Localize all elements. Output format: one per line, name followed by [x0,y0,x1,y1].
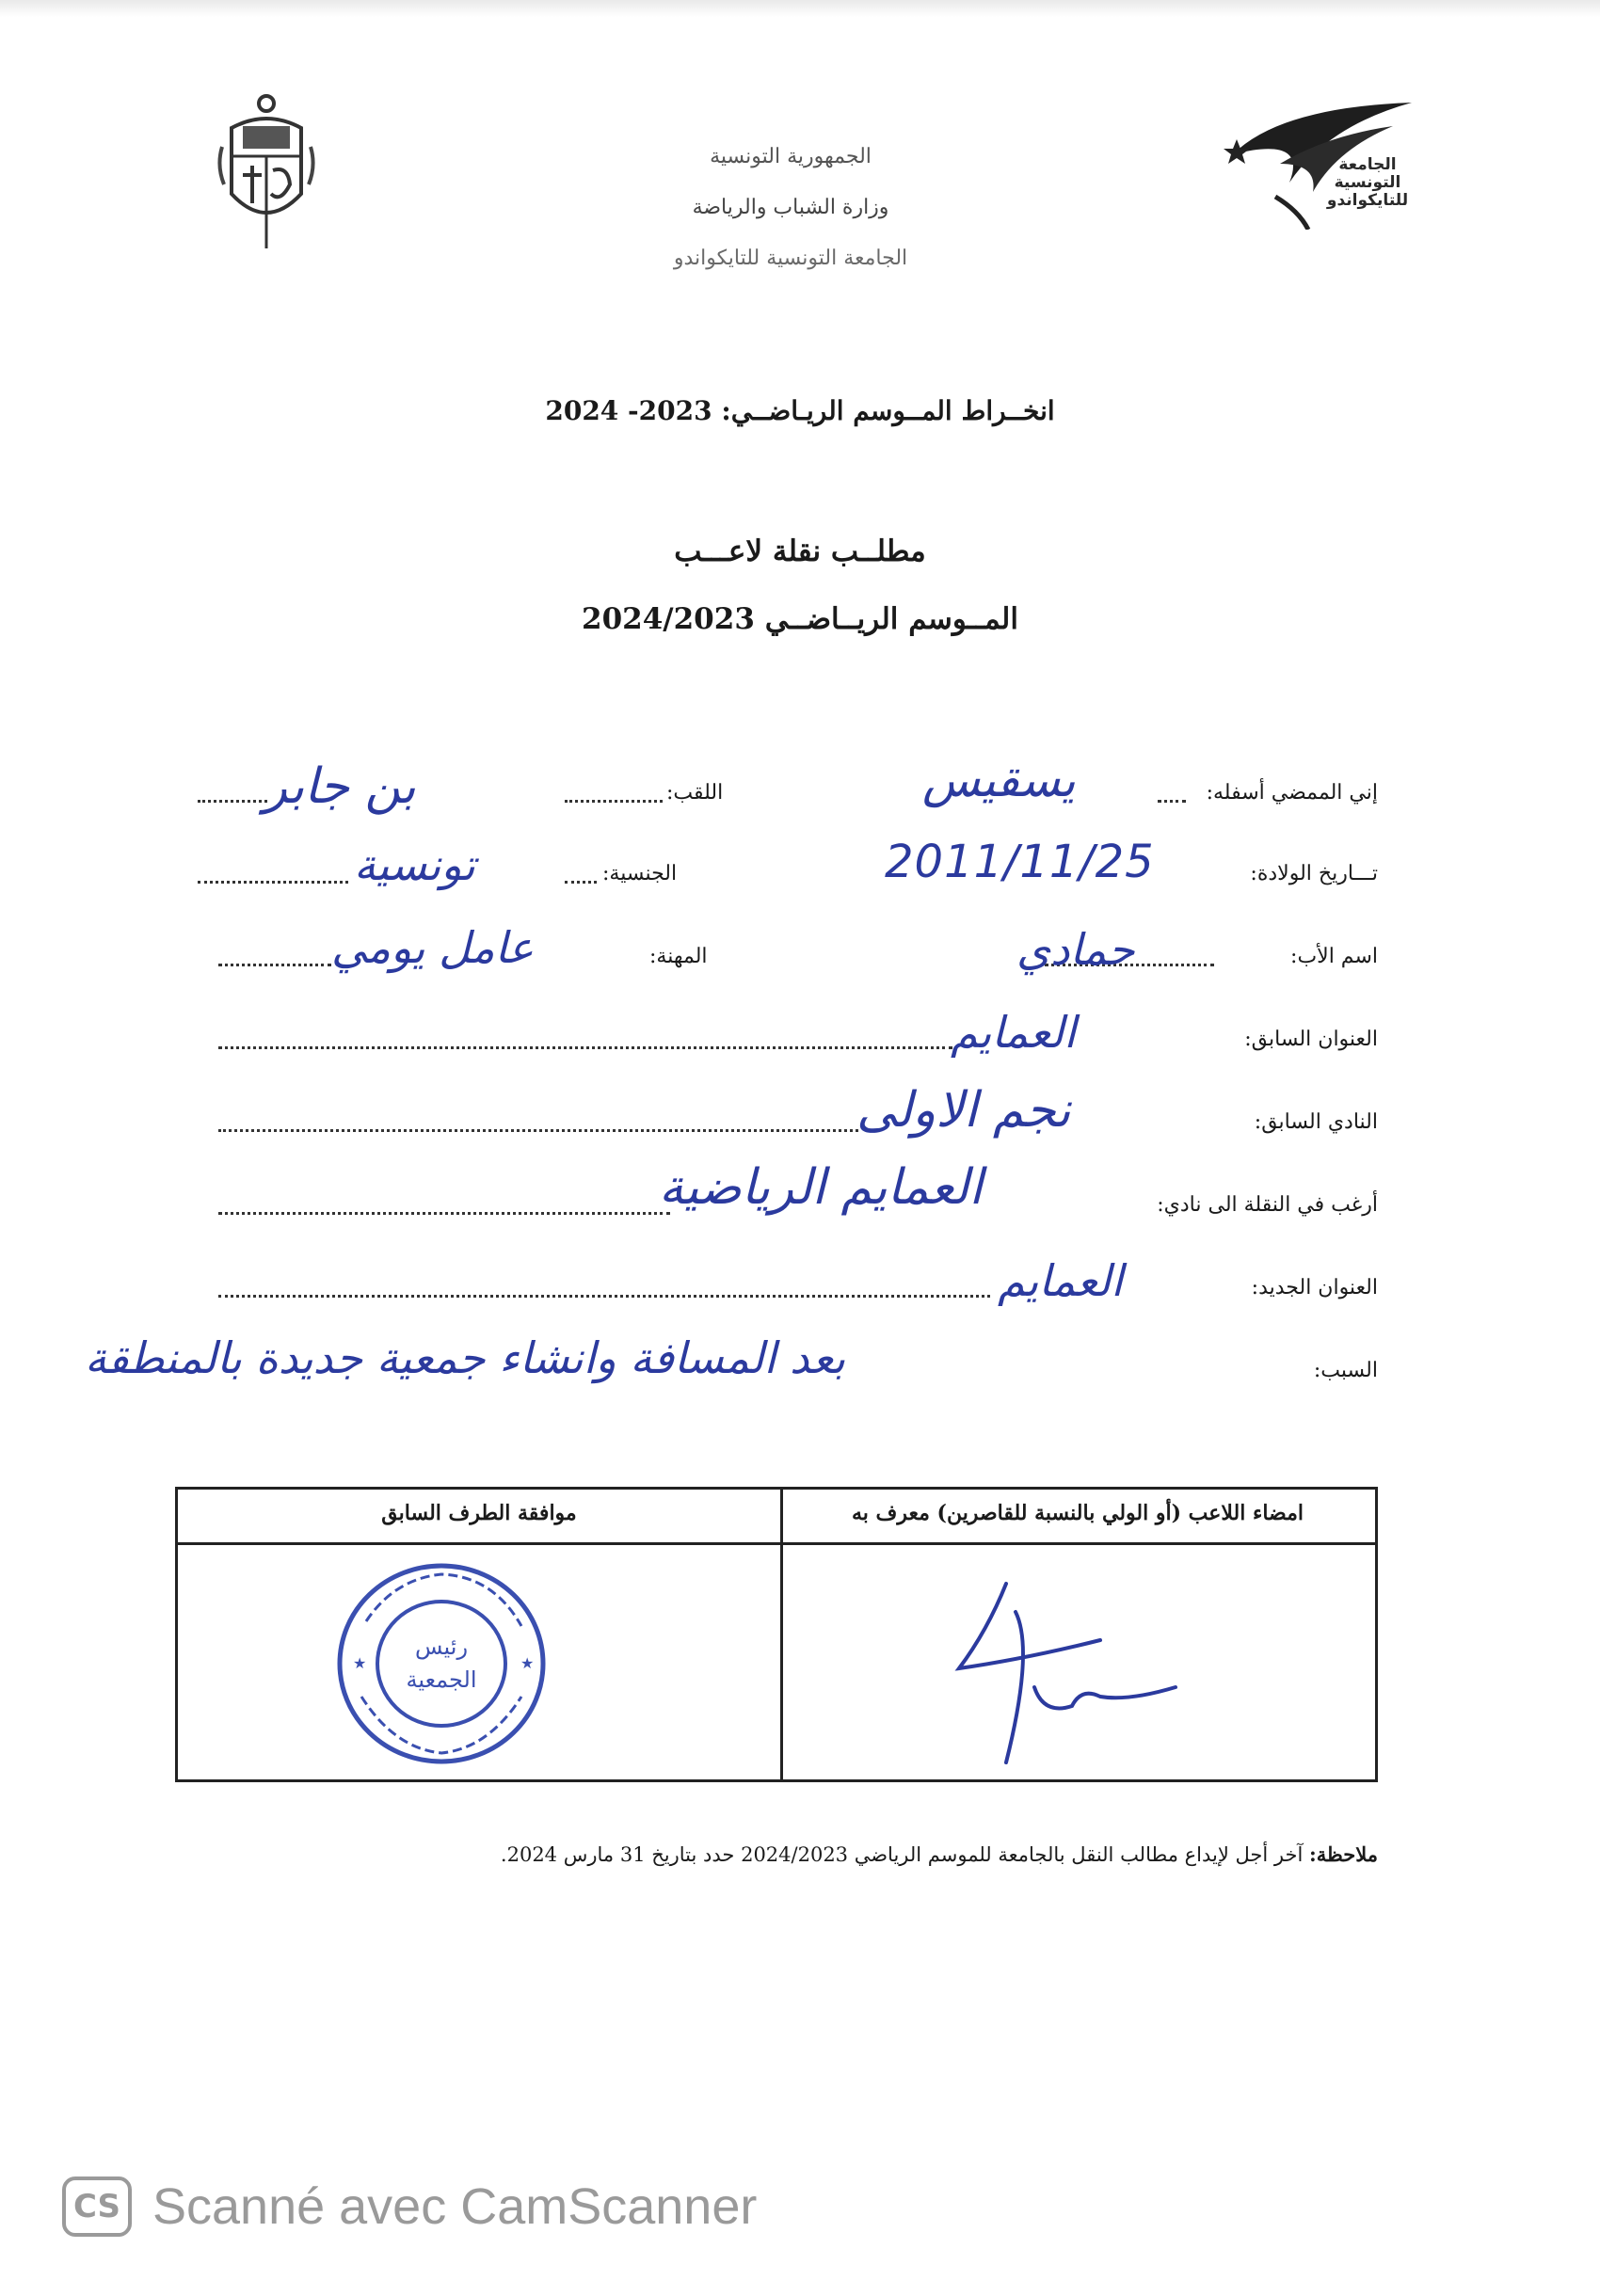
nationality-handwriting[interactable]: تونسية [354,839,475,890]
svg-text:★: ★ [353,1654,367,1672]
tunisia-coat-of-arms-icon [215,90,318,250]
previous-address-dots [218,1043,952,1049]
federation-name: الجامعة التونسية للتايكواندو [673,247,908,270]
federation-logo-text: الجامعة التونسية للتايكواندو [1326,155,1409,210]
camscanner-logo-icon: CS [62,2176,132,2237]
signer-label: إني الممضي أسفله: [1206,781,1378,805]
new-club-label: أرغب في النقلة الى نادي: [1157,1193,1378,1217]
surname-dots-end [198,796,267,803]
previous-address-label: العنوان السابق: [1244,1028,1378,1051]
previous-address-handwriting[interactable]: العمايم [951,1007,1077,1058]
father-name-handwriting[interactable]: حمادي [1016,924,1135,975]
svg-text:★: ★ [520,1654,535,1672]
camscanner-text: Scanné avec CamScanner [152,2178,758,2235]
father-name-label: اسم الأب: [1290,945,1378,968]
note-label: ملاحظة: [1309,1842,1378,1866]
note-text: آخر أجل لإيداع مطالب النقل بالجامعة للموسم الرياضي 2024/2023 حدد بتاريخ 31 مارس 2024. [500,1843,1309,1866]
new-club-handwriting[interactable]: العمايم الرياضية [659,1159,983,1216]
republic-name: الجمهورية التونسية [710,145,872,168]
affiliation-season-title: انخــراط المــوسم الريـاضــي: 2023- 2024 [545,395,1055,426]
birth-date-label: تـــاريخ الولادة: [1250,862,1378,885]
ministry-name: وزارة الشباب والرياضة [692,196,889,219]
surname-dots [565,796,663,803]
new-address-label: العنوان الجديد: [1251,1276,1378,1299]
new-club-dots [218,1208,670,1215]
deadline-note [501,1842,1378,1866]
surname-handwriting[interactable]: بن جابر [264,758,416,815]
nationality-dots [565,877,597,884]
previous-party-approval-header: موافقة الطرف السابق [381,1501,577,1525]
stamp-text-bottom: الجمعية [406,1666,477,1693]
player-signature-icon[interactable] [893,1574,1288,1781]
season-title: المــوسم الريــاضــي 2024/2023 [582,602,1018,636]
club-stamp-icon [328,1555,554,1772]
new-address-handwriting[interactable]: العمايم [998,1255,1124,1306]
request-title: مطلــب نقلة لاعـــب [674,534,926,568]
nationality-label: الجنسية: [602,862,678,885]
scan-edge-shadow [0,0,1600,17]
job-dots [218,960,331,966]
job-handwriting[interactable]: عامل يومي [331,922,535,973]
nationality-dots-end [198,877,348,884]
signature-table [175,1487,1378,1782]
previous-club-dots [218,1125,858,1132]
job-label: المهنة: [649,945,708,968]
camscanner-watermark [62,2174,757,2240]
new-address-dots [218,1291,990,1298]
birth-date-handwriting[interactable]: 2011/11/25 [885,836,1155,888]
table-divider-horizontal [178,1542,1375,1545]
previous-club-handwriting[interactable]: نجم الاولى [856,1082,1071,1139]
signer-handwriting[interactable]: يسقيس [922,753,1076,807]
surname-label: اللقب: [666,781,724,805]
stamp-text-top: رئيس [414,1634,469,1660]
player-signature-header: امضاء اللاعب (أو الولي بالنسبة للقاصرين) معرف به [851,1501,1304,1525]
signer-dots [1158,796,1186,803]
reason-handwriting[interactable]: بعد المسافة وانشاء جمعية جديدة بالمنطقة [85,1332,846,1383]
ministry-header [584,132,998,284]
previous-club-label: النادي السابق: [1254,1110,1378,1134]
table-divider-vertical [780,1490,783,1779]
reason-label: السبب: [1313,1359,1378,1382]
